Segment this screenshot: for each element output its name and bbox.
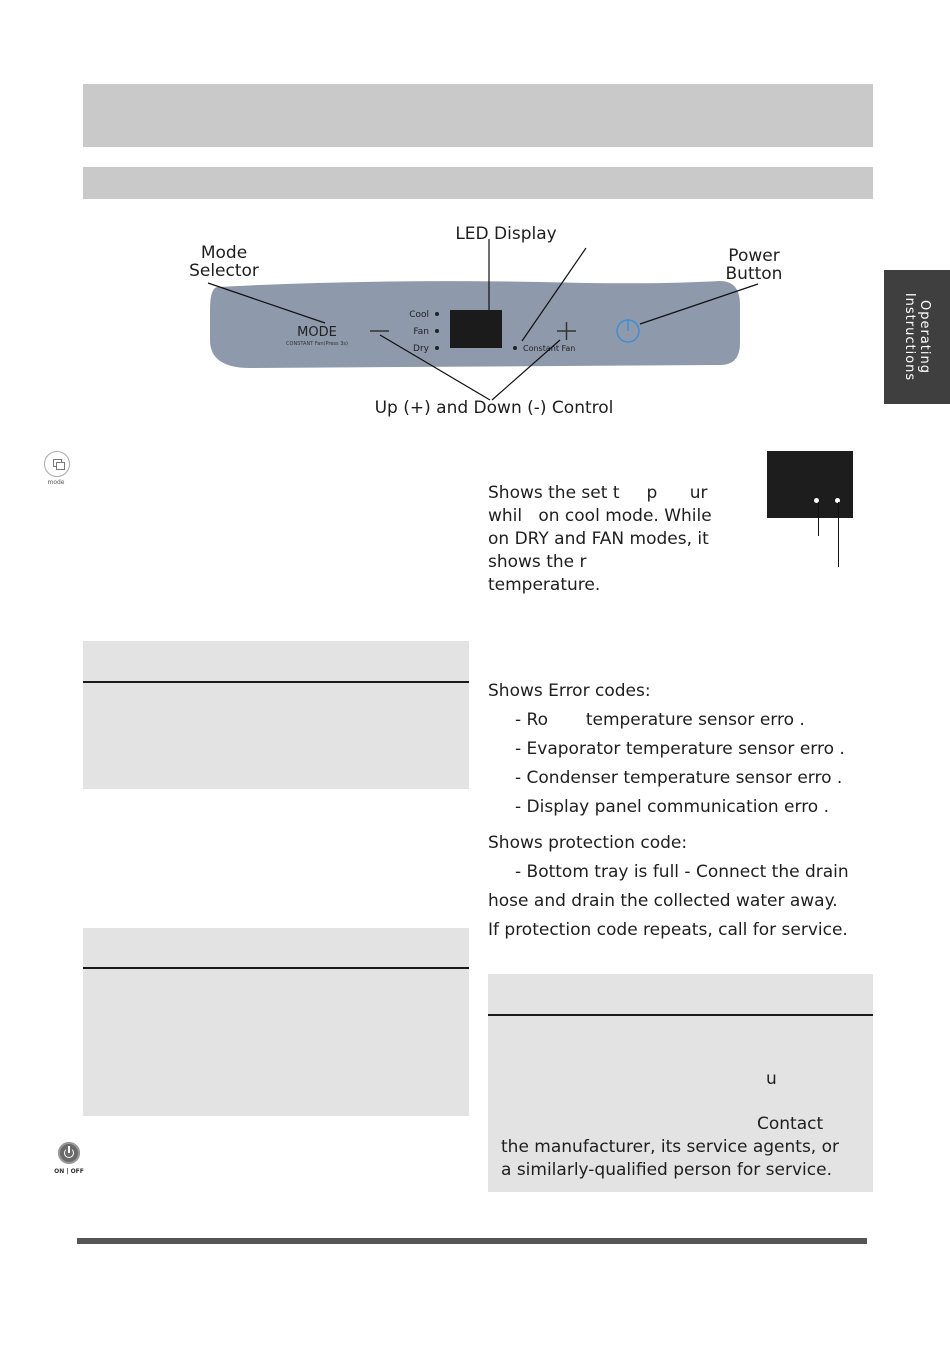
error-code-item: - Condenser temperature sensor erro . (515, 768, 843, 788)
power-button-icon (58, 1142, 80, 1164)
option-cool: Cool (409, 310, 429, 320)
left-box-2 (83, 928, 469, 1116)
left-box-1 (83, 641, 469, 789)
mode-icon-caption: mode (47, 479, 65, 486)
led-display-illustration (767, 451, 853, 518)
led-desc-line5: temperature. (488, 575, 601, 595)
mode-sublabel: CONSTANT Fan(Press 3s) (286, 341, 348, 347)
callout-label-mode-2: Selector (189, 261, 259, 281)
callout-label-updown: Up (+) and Down (-) Control (374, 398, 614, 418)
led-desc-line2: whil on cool mode. While (488, 506, 712, 526)
error-code-item: - Ro temperature sensor erro . (515, 710, 805, 730)
protection-line1: - Bottom tray is full - Connect the drain (515, 862, 849, 882)
callout-label-mode-1: Mode (200, 243, 248, 263)
section-bar (83, 167, 873, 199)
led-desc-line4: shows the r (488, 552, 587, 572)
led-desc-line3: on DRY and FAN modes, it (488, 529, 709, 549)
option-cool-dot (435, 312, 439, 316)
constant-fan-dot (513, 346, 517, 350)
warning-fragment: u (766, 1069, 777, 1089)
led-dot-pointer-2 (838, 502, 839, 567)
protection-line2: hose and drain the collected water away. (488, 891, 838, 911)
option-fan: Fan (413, 327, 429, 337)
mode-label: MODE (297, 325, 337, 340)
footer-rule (77, 1238, 867, 1244)
operating-instructions-tab[interactable] (884, 270, 950, 404)
led-dot-pointer-1 (818, 502, 819, 536)
mode-icon (44, 451, 70, 477)
callout-label-led: LED Display (455, 224, 557, 244)
constant-fan-label: Constant Fan (523, 344, 576, 353)
error-codes-heading: Shows Error codes: (488, 681, 651, 701)
power-button-caption: ON | OFF (54, 1168, 84, 1175)
led-desc-line1: Shows the set t p ur (488, 483, 708, 503)
warning-line3: a similarly-qualified person for service. (501, 1160, 832, 1180)
warning-line1: Contact (757, 1114, 824, 1134)
control-panel-diagram (180, 215, 783, 425)
option-dry: Dry (413, 344, 429, 354)
protection-heading: Shows protection code: (488, 833, 688, 853)
header-bar (83, 84, 873, 147)
protection-line3: If protection code repeats, call for service. (488, 920, 848, 940)
callout-label-power-1: Power (728, 246, 780, 266)
warning-box-rule (488, 1014, 873, 1016)
led-screen (450, 310, 502, 348)
side-tab-label: Operating Instructions (902, 292, 932, 382)
option-dry-dot (435, 346, 439, 350)
warning-line2: the manufacturer, its service agents, or (501, 1137, 839, 1157)
callout-label-power-2: Button (725, 264, 783, 284)
left-box-1-rule (83, 681, 469, 683)
error-code-item: - Evaporator temperature sensor erro . (515, 739, 845, 759)
left-box-2-rule (83, 967, 469, 969)
option-fan-dot (435, 329, 439, 333)
error-code-item: - Display panel communication erro . (515, 797, 830, 817)
